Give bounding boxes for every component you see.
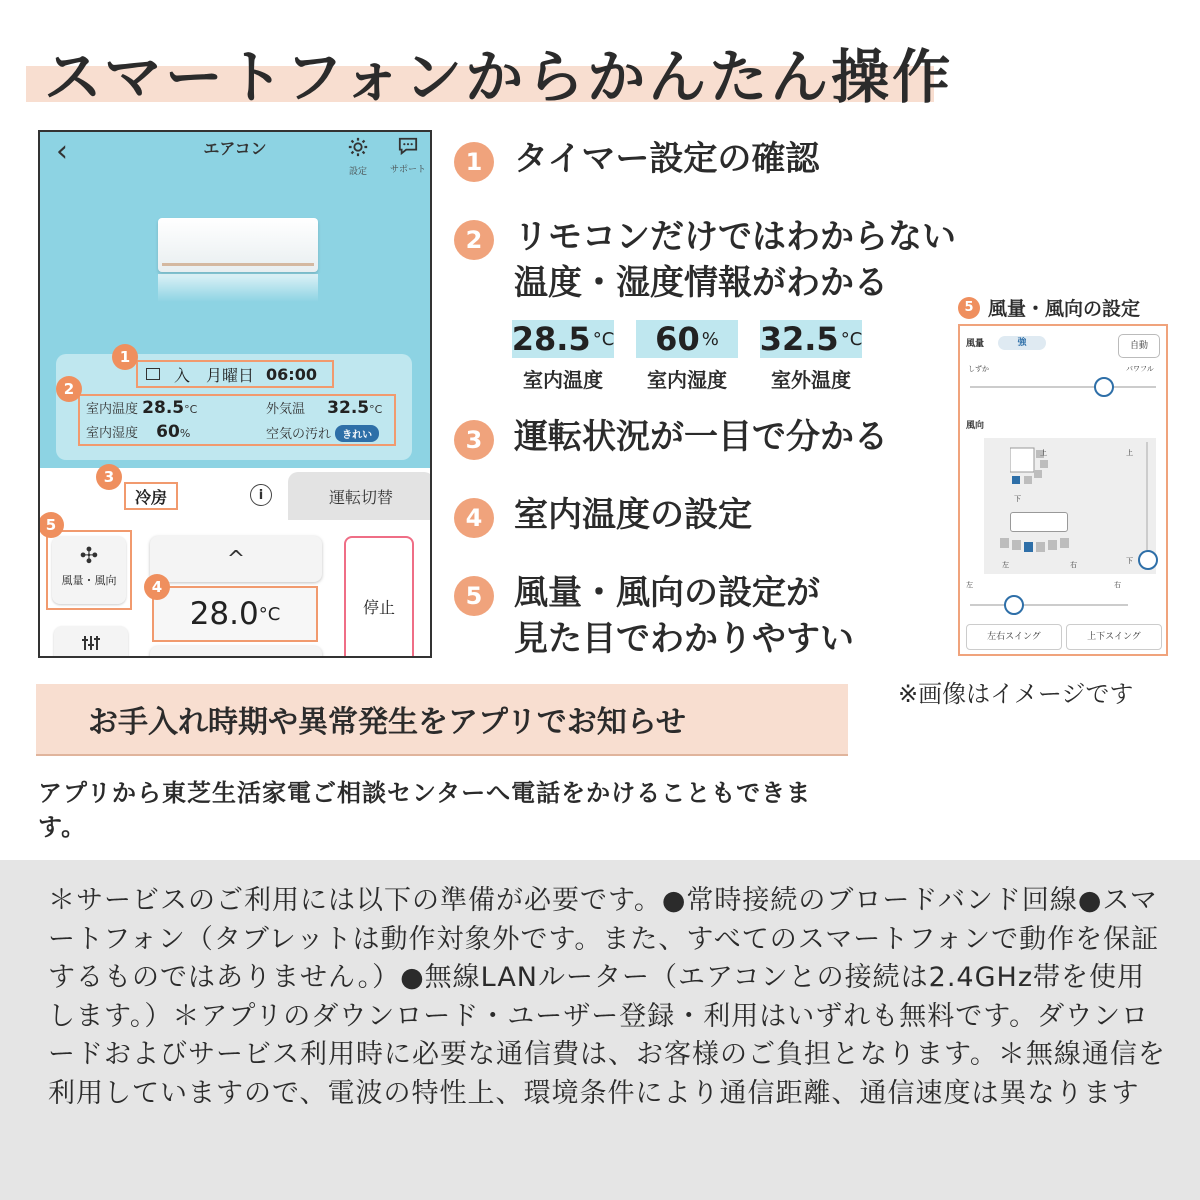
temp-up-button[interactable]: ^ <box>150 536 322 582</box>
horizontal-direction-slider[interactable] <box>970 604 1128 606</box>
marker-3: 3 <box>96 464 122 490</box>
fan-direction-button[interactable] <box>52 536 126 604</box>
feature-1 <box>514 136 819 182</box>
footer-notes: ＊サービスのご利用には以下の準備が必要です。●常時接続のブロードバンド回線●スマートフォン（タブレットは動作対象外です。また、すべてのスマートフォンで動作を保証するものではありません。）●無線LANルーター（エアコンとの接続は2.4GHz帯を使用します。）＊アプリのダウンロード・ユーザー登録・利用はいずれも無料です。ダウンロードおよびサービス利用時に必要な通信費は、お客様のご負担となります。＊無線通信を利用していますので、電波の特性上、環境条件により通信距離、通信速度は異なります <box>48 885 1166 1109</box>
fan-speed-knob[interactable] <box>1094 377 1114 397</box>
stat-value: 32.5 <box>759 320 839 358</box>
mini-title: 風量・風向の設定 <box>988 298 1141 320</box>
ud-swing-button[interactable]: 上下スイング <box>1066 624 1162 650</box>
app-title: エアコン <box>203 139 267 158</box>
stat-value: 28.5 <box>511 320 591 358</box>
temp-down-button[interactable] <box>150 646 322 658</box>
direction-label: 風向 <box>966 421 985 431</box>
preview-left-label: 左 <box>1002 561 1009 569</box>
feature-1-line-1: タイマー設定の確認 <box>514 139 820 179</box>
set-temp-unit: °C <box>258 603 281 625</box>
indoor-temp-unit: °C <box>184 403 198 416</box>
fan-direction-screen <box>958 324 1168 656</box>
h-vane <box>1000 538 1009 548</box>
powerful-label: パワフル <box>1126 365 1154 373</box>
calendar-icon <box>146 368 160 380</box>
feature-2 <box>514 214 956 306</box>
h-vane <box>1036 542 1045 552</box>
marker-1: 1 <box>112 344 138 370</box>
feature-number-1: 1 <box>454 142 494 182</box>
image-note: ※画像はイメージです <box>898 680 1134 708</box>
marker-2: 2 <box>56 376 82 402</box>
timer-time: 06:00 <box>266 364 317 384</box>
phone-screen <box>38 130 432 658</box>
stat-unit: °C <box>840 328 863 350</box>
feature-number-5: 5 <box>454 576 494 616</box>
stat-label: 室内湿度 <box>647 368 727 392</box>
timer-day: 月曜日 <box>206 365 255 385</box>
v-slider-down-label: 下 <box>1126 557 1133 565</box>
stat-unit: °C <box>592 328 615 350</box>
horizontal-direction-knob[interactable] <box>1004 595 1024 615</box>
settings-button[interactable] <box>340 136 376 177</box>
feature-number-2: 2 <box>454 220 494 260</box>
air-quality-badge: きれい <box>335 425 379 442</box>
preview-right-label: 右 <box>1070 561 1077 569</box>
notice-banner: お手入れ時期や異常発生をアプリでお知らせ <box>36 684 848 756</box>
outdoor-temp-unit: °C <box>369 403 383 416</box>
quiet-label: しずか <box>968 365 989 373</box>
fan-highlight <box>46 530 132 610</box>
fan-speed-value: 強 <box>998 336 1046 350</box>
set-temp-value: 28.0 <box>189 596 259 632</box>
h-vane <box>1048 540 1057 550</box>
v-slider-up-label: 上 <box>1126 449 1133 457</box>
stat-label: 室外温度 <box>771 368 851 392</box>
tab-mode-switch[interactable]: 運転切替 <box>288 472 432 520</box>
airflow-image <box>158 274 318 302</box>
outdoor-temp-value: 32.5 <box>327 398 370 418</box>
indoor-humidity-unit: % <box>179 427 191 440</box>
info-icon[interactable]: i <box>250 484 272 506</box>
marker-5: 5 <box>38 512 64 538</box>
fan-direction-label: 風量・風向 <box>61 574 117 587</box>
stat-indoor-humidity <box>636 320 738 393</box>
feature-2-line-1: リモコンだけではわからない <box>514 217 956 257</box>
indoor-humidity-value: 60 <box>156 422 180 442</box>
fan-icon: ✣ <box>79 544 99 569</box>
equalizer-icon <box>81 634 101 652</box>
stat-label: 室内温度 <box>523 368 603 392</box>
feature-2-line-2: 温度・湿度情報がわかる <box>514 263 888 303</box>
support-button[interactable] <box>386 136 430 175</box>
stat-unit: % <box>701 328 719 350</box>
mini-screen-heading <box>958 294 1140 321</box>
adjust-button[interactable] <box>54 626 128 658</box>
feature-4-line-1: 室内温度の設定 <box>514 495 752 535</box>
feature-number-4: 4 <box>454 498 494 538</box>
feature-3 <box>514 414 888 460</box>
stat-indoor-temp <box>512 320 614 393</box>
feature-5-line-1: 風量・風向の設定が <box>514 573 820 613</box>
back-icon[interactable]: ‹ <box>56 134 68 169</box>
environment-readings <box>78 394 396 446</box>
dir-down-tick: 下 <box>1014 495 1021 503</box>
dir-up-tick: 上 <box>1040 449 1047 457</box>
mini-marker: 5 <box>958 297 980 319</box>
mode-label: 冷房 <box>124 482 178 510</box>
h-vane <box>1012 540 1021 550</box>
timer-status[interactable] <box>136 360 334 388</box>
marker-4: 4 <box>144 574 170 600</box>
feature-4 <box>514 492 752 538</box>
auto-button[interactable]: 自動 <box>1118 334 1160 358</box>
feature-3-line-1: 運転状況が一目で分かる <box>514 417 888 457</box>
settings-label: 設定 <box>348 167 367 177</box>
timer-label: 入 <box>174 365 191 385</box>
air-conditioner-image <box>158 218 318 272</box>
fan-speed-label: 風量 <box>966 339 985 349</box>
set-temperature <box>152 586 318 642</box>
vertical-direction-slider[interactable] <box>1146 442 1148 562</box>
outdoor-temp-label: 外気温 <box>266 402 306 417</box>
indoor-temp-value: 28.5 <box>142 398 185 418</box>
indoor-unit-shape <box>1010 512 1068 532</box>
stat-outdoor-temp <box>760 320 862 393</box>
feature-5-line-2: 見た目でわかりやすい <box>514 619 854 659</box>
stat-value: 60 <box>655 320 700 358</box>
chat-icon <box>397 136 419 156</box>
h-vane-active <box>1024 542 1033 552</box>
indoor-humidity-label: 室内湿度 <box>86 426 139 441</box>
page-title: スマートフォンからかんたん操作 <box>44 43 954 111</box>
indoor-temp-label: 室内温度 <box>86 402 139 417</box>
stop-button[interactable]: 停止 <box>344 536 414 658</box>
h-slider-left-label: 左 <box>966 581 973 589</box>
h-vane <box>1060 538 1069 548</box>
feature-5 <box>514 570 854 662</box>
call-center-text: アプリから東芝生活家電ご相談センターへ電話をかけることもできます。 <box>38 779 812 841</box>
gear-icon <box>347 136 369 158</box>
air-quality-label: 空気の汚れ <box>266 427 332 442</box>
h-slider-right-label: 右 <box>1114 581 1121 589</box>
support-label: サポート <box>389 165 426 175</box>
fan-speed-slider[interactable] <box>970 386 1156 388</box>
feature-number-3: 3 <box>454 420 494 460</box>
lr-swing-button[interactable]: 左右スイング <box>966 624 1062 650</box>
vertical-direction-knob[interactable] <box>1138 550 1158 570</box>
